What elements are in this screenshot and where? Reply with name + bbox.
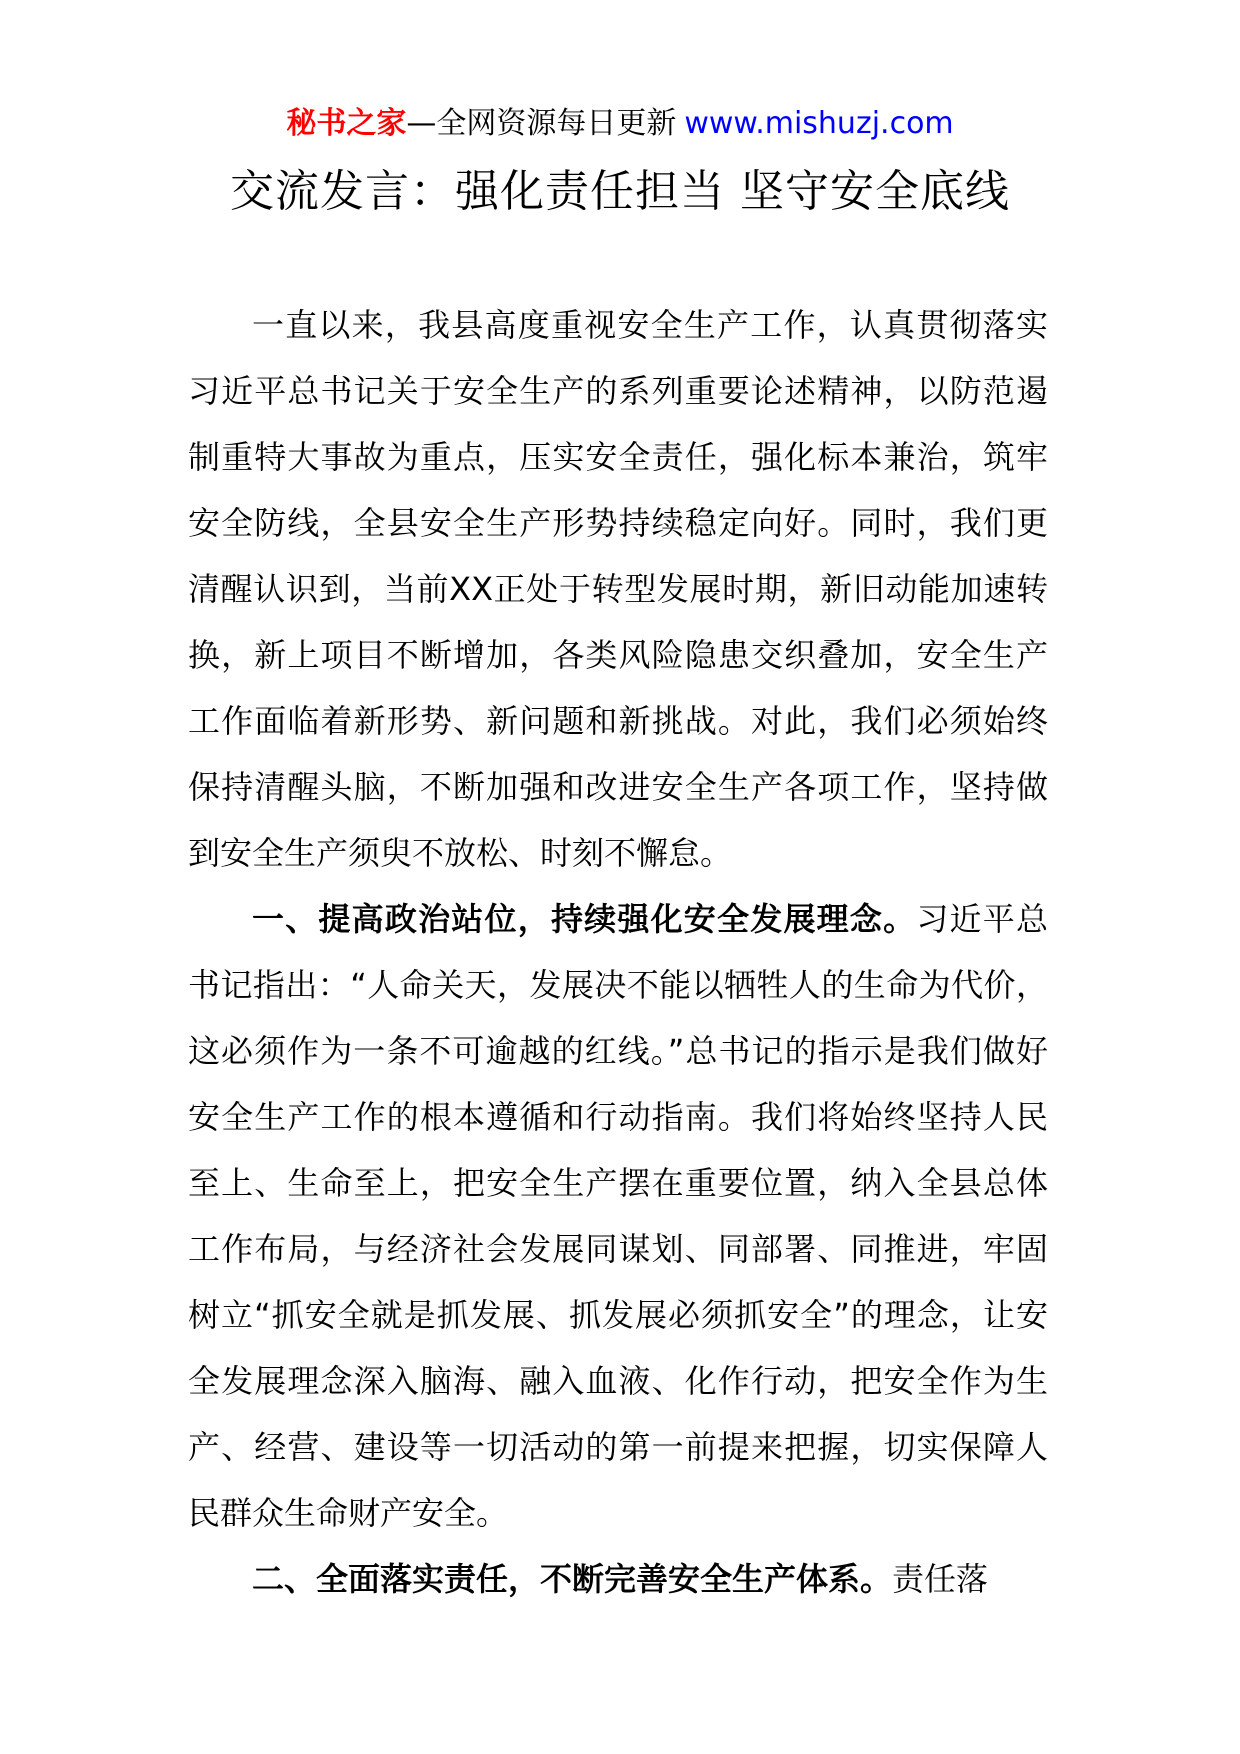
watermark-header <box>0 104 1240 144</box>
section-2-paragraph <box>188 1546 1048 1612</box>
document-title: 交流发言：强化责任担当 坚守安全底线 <box>230 166 1010 217</box>
watermark-brand: 秘书之家 <box>286 106 407 141</box>
section-1-paragraph <box>188 886 1048 1546</box>
section-1-body: 习近平总书记指出：“人命关天，发展决不能以牺牲人的生命为代价，这必须作为一条不可逾越的红线。”总书记的指示是我们做好安全生产工作的根本遵循和行动指南。我们将始终坚持人民至上、生命至上，把安全生产摆在重要位置，纳入全县总体工作布局，与经济社会发展同谋划、同部署、同推进，牢固树立“抓安全就是抓发展、抓发展必须抓安全”的理念，让安全发展理念深入脑海、融入血液、化作行动，把安全作为生产、经营、建设等一切活动的第一前提来把握，切实保障人民群众生命财产安全。 <box>188 900 1048 1532</box>
document-body <box>188 292 1048 1612</box>
watermark-url[interactable]: www.mishuzj.com <box>684 106 954 141</box>
watermark-tagline: —全网资源每日更新 <box>406 106 677 141</box>
intro-paragraph: 一直以来，我县高度重视安全生产工作，认真贯彻落实习近平总书记关于安全生产的系列重要论述精神，以防范遏制重特大事故为重点，压实安全责任，强化标本兼治，筑牢安全防线，全县安全生产形势持续稳定向好。同时，我们更清醒认识到，当前XX正处于转型发展时期，新旧动能加速转换，新上项目不断增加，各类风险隐患交织叠加，安全生产工作面临着新形势、新问题和新挑战。对此，我们必须始终保持清醒头脑，不断加强和改进安全生产各项工作，坚持做到安全生产须臾不放松、时刻不懈怠。 <box>188 306 1048 872</box>
section-1-heading: 一、提高政治站位，持续强化安全发展理念。 <box>252 900 917 938</box>
section-2-heading: 二、全面落实责任，不断完善安全生产体系。 <box>252 1560 893 1598</box>
section-2-body: 责任落 <box>892 1560 989 1598</box>
